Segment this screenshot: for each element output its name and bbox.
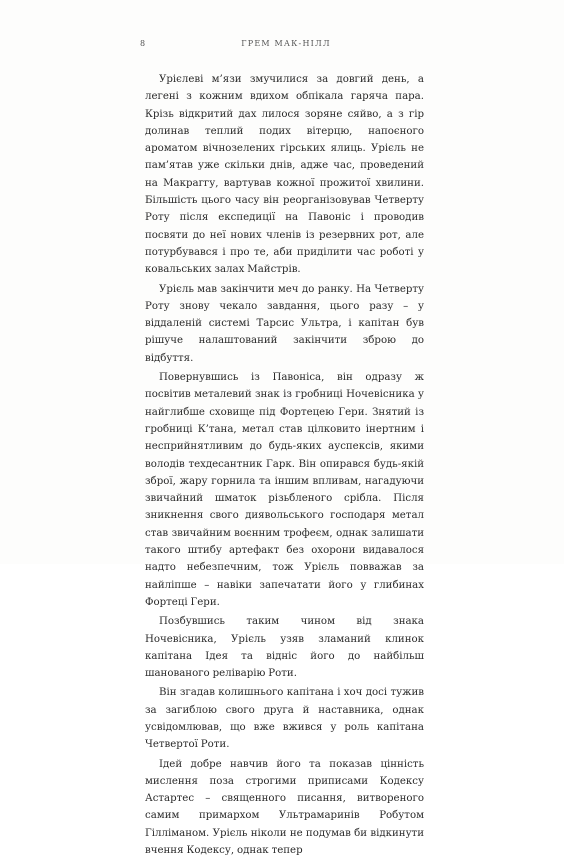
paragraph-2: Урієль мав закінчити меч до ранку. На Четверту Роту знову чекало завдання, цього разу – у віддаленій системі Тарсис Ультра, і капітан був рішуче налаштований закінчити зброю до відбуття.	[145, 283, 424, 364]
paragraph-1: Урієлеві м’язи змучилися за довгий день, а легені з кожним вдихом обпікала гаряча пара. Крізь відкритий дах лилося зоряне сяйво, а з гір долинав теплий подих вітерцю, напоєного ароматом вічнозелених гірських ялиць. Урієль не пам’ятав уже скільки днів, адже час, проведений на Макраггу, вартував кожної прожитої хвилини. Більшість цього часу він реорганізовував Четверту Роту після експедиції на Павоніс і проводив посвяти до неї нових членів із резервних рот, але потурбувався і про те, аби приділити час роботі у ковальських залах Майстрів.	[145, 74, 424, 276]
paragraph-5: Він згадав колишнього капітана і хоч досі тужив за загиблою свого друга й наставника, однак усвідомлював, що вже вжився у роль капітана Четвертої Роти.	[145, 687, 424, 751]
page-number: 8	[140, 39, 147, 48]
running-head	[140, 39, 432, 53]
body-text	[145, 71, 424, 859]
paragraph-6: Ідей добре навчив його та показав цінність мислення поза строгими приписами Кодексу Астартес – священного писання, витвореного самим примархом Ультрамаринів Робутом Гілліманом. Урієль ніколи не подумав би відкинути вчення Кодексу, однак тепер	[145, 758, 424, 857]
running-title: ГРЕМ МАК-НІЛЛ	[241, 39, 331, 48]
paragraph-3: Повернувшись із Павоніса, він одразу ж посвітив металевий знак із гробниці Ночевісника у найглибше сховище під Фортецею Гери. Знятий із гробниці К’тана, метал став цілковито інертним і несприйнятливим до будь-яких ауспексів, якими володів техдесантник Гарк. Він опирався будь-якій зброї, жару горнила та іншим впливам, нагадуючи звичайний шматок різьбленого срібла. Після зникнення свого диявольського господаря метал став звичайним воєнним трофеєм, однак залишати такого штибу артефакт без охорони видавалося надто небезпечним, тож Урієль повважав за найліпше – навіки запечатати його у глибинах Фортеці Гери.	[145, 372, 424, 608]
paragraph-4: Позбувшись таким чином від знака Ночевісника, Урієль узяв зламаний клинок капітана Ідея та відніс його до найбільш шанованого реліварію Роти.	[145, 616, 424, 680]
